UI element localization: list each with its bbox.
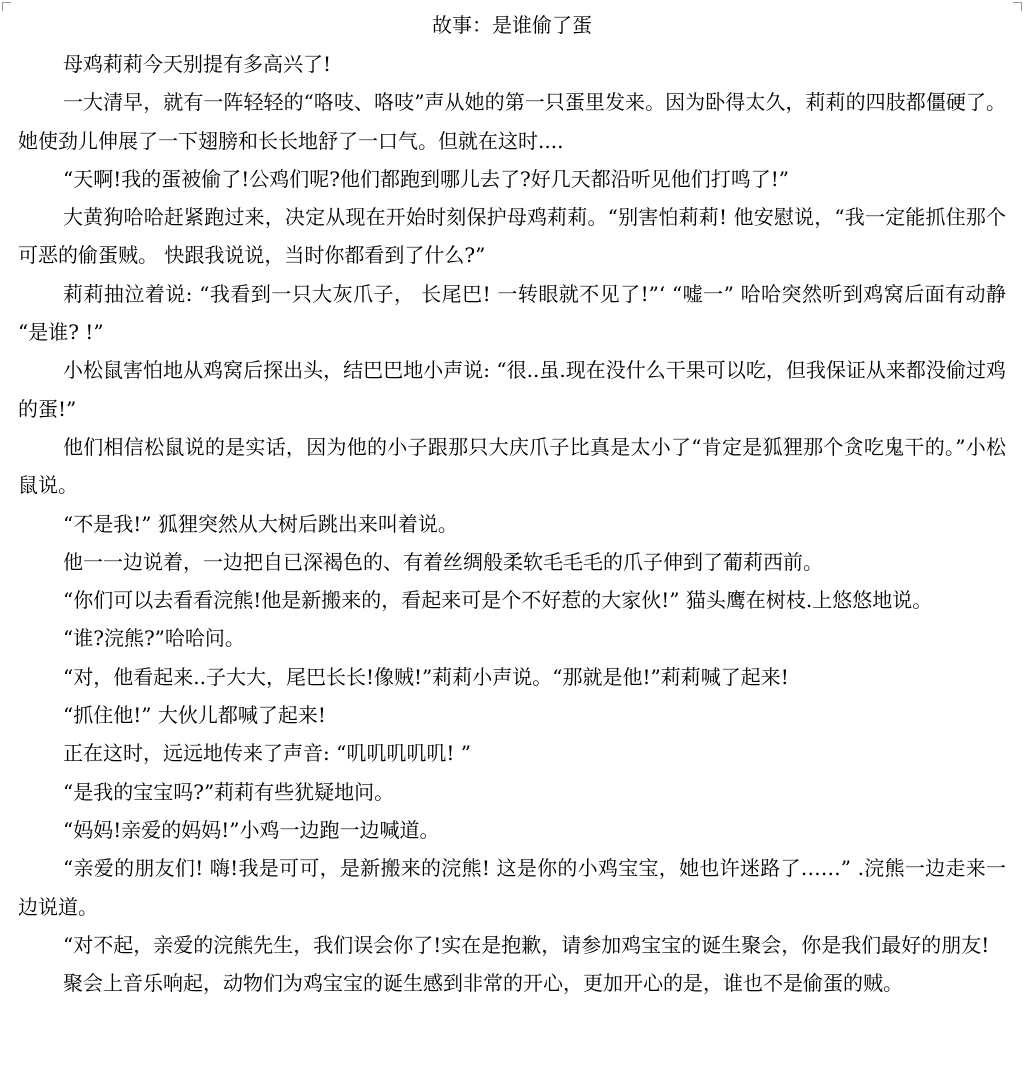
paragraph: “你们可以去看看浣熊!他是新搬来的，看起来可是个不好惹的大家伙!” 猫头鹰在树枝.上悠悠地说。 xyxy=(63,588,933,613)
paragraph: “亲爱的朋友们! 嗨!我是可可，是新搬来的浣熊! 这是你的小鸡宝宝，她也许迷路了……” .浣熊一边走来一边说道。 xyxy=(18,856,1006,919)
paragraph: “不是我!” 狐狸突然从大树后跳出来叫着说。 xyxy=(63,511,458,536)
paragraph: 正在这时，远远地传来了声音: “叽叽叽叽叽! ” xyxy=(63,741,471,766)
document-title: 故事：是谁偷了蛋 xyxy=(432,13,592,37)
document-body xyxy=(18,45,1006,1002)
paragraph: 小松鼠害怕地从鸡窝后探出头，结巴巴地小声说: “很..虽.现在没什么干果可以吃，但我保证从来都没偷过鸡的蛋!” xyxy=(18,358,1006,421)
paragraph: 莉莉抽泣着说: “我看到一只大灰爪子， 长尾巴! 一转眼就不见了!”‘ “嘘一” 哈哈突然听到鸡窝后面有动静 “是谁? !” xyxy=(18,281,1006,345)
paragraph: 大黄狗哈哈赶紧跑过来，决定从现在开始时刻保护母鸡莉莉。“别害怕莉莉! 他安慰说，“我一定能抓住那个可恶的偷蛋贼。 快跟我说说，当时你都看到了什么?” xyxy=(18,205,1006,268)
paragraph: 母鸡莉莉今天别提有多高兴了! xyxy=(63,52,332,76)
paragraph: 他一一边说着，一边把自已深褐色的、有着丝绸般柔软毛毛毛的爪子伸到了葡莉西前。 xyxy=(63,549,823,574)
paragraph: “天啊!我的蛋被偷了!公鸡们呢?他们都跑到哪儿去了?好几天都沿听见他们打鸣了!” xyxy=(63,166,790,191)
paragraph: “抓住他!” 大伙儿都喊了起来! xyxy=(63,703,326,728)
paragraph: “对不起，亲爱的浣熊先生，我们误会你了!实在是抱歉，请参加鸡宝宝的诞生聚会，你是我们最好的朋友! xyxy=(63,932,990,957)
paragraph: 他们相信松鼠说的是实话，因为他的小子跟那只大庆爪子比真是太小了“肯定是狐狸那个贪吃鬼干的。”小松鼠说。 xyxy=(18,434,1006,498)
paragraph: “对，他看起来..子大大，尾巴长长!像贼!”莉莉小声说。“那就是他!”莉莉喊了起来! xyxy=(63,664,789,689)
paragraph: 一大清早，就有一阵轻轻的“咯吱、咯吱”声从她的第一只蛋里发来。因为卧得太久，莉莉的四肢都僵硬了。她使劲儿伸展了一下翅膀和长长地舒了一口气。但就在这时.... xyxy=(18,90,1006,153)
paragraph: “是我的宝宝吗?”莉莉有些犹疑地问。 xyxy=(63,779,395,804)
paragraph: 聚会上音乐响起，动物们为鸡宝宝的诞生感到非常的开心，更加开心的是，谁也不是偷蛋的贼。 xyxy=(63,971,903,996)
paragraph: “谁?浣熊?”哈哈问。 xyxy=(63,626,245,651)
paragraph: “妈妈!亲爱的妈妈!”小鸡一边跑一边喊道。 xyxy=(63,817,440,842)
